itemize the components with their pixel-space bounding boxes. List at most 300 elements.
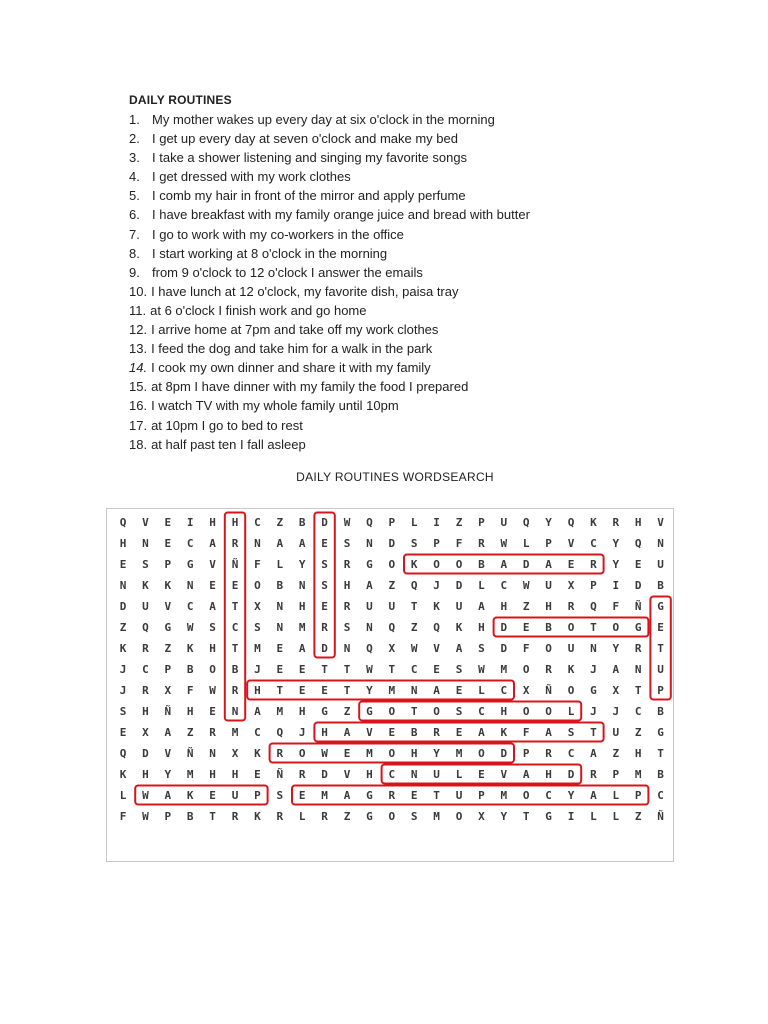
grid-letter: H bbox=[209, 642, 216, 655]
grid-letter: U bbox=[366, 600, 373, 613]
grid-letter: A bbox=[590, 747, 597, 760]
grid-letter: H bbox=[298, 705, 306, 718]
grid-letter: Q bbox=[410, 579, 418, 592]
grid-letter: B bbox=[276, 579, 284, 592]
grid-letter: R bbox=[142, 642, 149, 655]
routine-item bbox=[129, 396, 468, 415]
grid-letter: P bbox=[164, 810, 172, 823]
grid-letter: H bbox=[209, 516, 216, 529]
grid-letter: G bbox=[545, 810, 552, 823]
routine-number: 11. bbox=[129, 302, 147, 318]
grid-letter: L bbox=[612, 789, 620, 802]
wordsearch-title: DAILY ROUTINES WORDSEARCH bbox=[296, 470, 494, 484]
grid-letter: C bbox=[545, 789, 552, 802]
routine-text: My mother wakes up every day at six o'clock in the morning bbox=[152, 112, 495, 127]
grid-letter: O bbox=[388, 705, 396, 718]
grid-letter: N bbox=[119, 579, 127, 592]
grid-letter: H bbox=[231, 768, 239, 781]
grid-letter: G bbox=[657, 600, 664, 613]
grid-letter: Q bbox=[276, 726, 284, 739]
grid-letter: S bbox=[254, 621, 261, 634]
routine-item bbox=[129, 320, 468, 339]
grid-letter: K bbox=[119, 768, 127, 781]
grid-letter: H bbox=[209, 768, 216, 781]
routine-text: I get up every day at seven o'clock and make my bed bbox=[152, 131, 458, 147]
routine-number: 5. bbox=[129, 188, 140, 204]
grid-letter: R bbox=[276, 810, 284, 823]
grid-letter: H bbox=[545, 768, 552, 781]
grid-letter: C bbox=[254, 726, 261, 739]
grid-letter: R bbox=[590, 558, 597, 571]
routine-number: 12. bbox=[129, 322, 148, 338]
grid-letter: B bbox=[231, 663, 239, 676]
routine-number: 13. bbox=[129, 341, 148, 357]
grid-letter: H bbox=[142, 768, 149, 781]
grid-letter: R bbox=[209, 726, 216, 739]
routine-text: at 8pm I have dinner with my family the food I prepared bbox=[151, 379, 469, 395]
routine-text: I have lunch at 12 o'clock, my favorite dish, paisa tray bbox=[151, 283, 459, 299]
grid-letter: M bbox=[321, 789, 328, 802]
grid-letter: G bbox=[366, 810, 373, 823]
grid-letter: S bbox=[119, 705, 127, 718]
grid-letter: G bbox=[366, 558, 373, 571]
grid-letter: H bbox=[254, 684, 261, 697]
grid-letter: P bbox=[590, 579, 597, 592]
grid-letter: L bbox=[455, 768, 463, 781]
grid-letter: W bbox=[186, 621, 194, 634]
grid-letter: A bbox=[590, 789, 597, 802]
grid-letter: Y bbox=[612, 537, 620, 550]
grid-letter: F bbox=[455, 537, 463, 550]
routine-item bbox=[129, 148, 468, 167]
grid-letter: E bbox=[478, 768, 485, 781]
grid-letter: H bbox=[366, 768, 373, 781]
grid-letter: Q bbox=[366, 642, 373, 655]
grid-letter: C bbox=[590, 537, 597, 550]
grid-letter: S bbox=[276, 789, 284, 802]
grid-letter: V bbox=[142, 516, 149, 529]
grid-letter: X bbox=[388, 642, 396, 655]
grid-letter: Q bbox=[142, 621, 149, 634]
grid-letter: M bbox=[366, 747, 373, 760]
grid-letter: V bbox=[209, 558, 216, 571]
routine-number: 8. bbox=[129, 245, 140, 261]
grid-letter: A bbox=[298, 537, 306, 550]
grid-letter: P bbox=[433, 537, 440, 550]
grid-letter: E bbox=[209, 579, 216, 592]
grid-letter: T bbox=[410, 705, 418, 718]
grid-letter: B bbox=[410, 726, 418, 739]
grid-letter: G bbox=[366, 789, 373, 802]
grid-letter: I bbox=[433, 516, 440, 529]
grid-letter: O bbox=[388, 810, 396, 823]
grid-letter: T bbox=[657, 642, 664, 655]
grid-letter: K bbox=[254, 810, 261, 823]
grid-letter: R bbox=[545, 663, 552, 676]
grid-letter: Z bbox=[343, 810, 351, 823]
grid-letter: Z bbox=[119, 621, 127, 634]
routine-number: 16. bbox=[129, 398, 148, 414]
grid-letter: Y bbox=[366, 684, 373, 697]
grid-letter: I bbox=[186, 516, 194, 529]
grid-letter: E bbox=[455, 684, 463, 697]
grid-letter: E bbox=[634, 558, 642, 571]
grid-letter: J bbox=[254, 663, 261, 676]
grid-letter: F bbox=[119, 810, 127, 823]
grid-letter: B bbox=[186, 810, 194, 823]
grid-letter: P bbox=[164, 663, 172, 676]
grid-letter: X bbox=[142, 726, 149, 739]
grid-letter: T bbox=[343, 663, 351, 676]
grid-letter: H bbox=[321, 726, 328, 739]
grid-letter: E bbox=[254, 768, 261, 781]
grid-letter: E bbox=[298, 789, 306, 802]
grid-letter: E bbox=[321, 684, 328, 697]
grid-letter: A bbox=[276, 537, 284, 550]
grid-letter: H bbox=[545, 600, 552, 613]
grid-letter: Y bbox=[433, 747, 440, 760]
grid-letter: C bbox=[500, 579, 508, 592]
grid-letter: F bbox=[254, 558, 261, 571]
routine-number: 17. bbox=[129, 417, 148, 433]
grid-letter: T bbox=[231, 600, 239, 613]
grid-letter: O bbox=[254, 579, 261, 592]
grid-letter: O bbox=[522, 789, 530, 802]
grid-letter: K bbox=[500, 726, 508, 739]
grid-letter: E bbox=[209, 789, 216, 802]
grid-letter: A bbox=[455, 642, 463, 655]
grid-letter: W bbox=[142, 789, 149, 802]
grid-letter: K bbox=[455, 621, 463, 634]
routine-text: I watch TV with my whole family until 10pm bbox=[151, 398, 399, 414]
grid-letter: Q bbox=[433, 621, 440, 634]
grid-letter: M bbox=[634, 768, 642, 781]
grid-letter: E bbox=[343, 747, 351, 760]
grid-letter: N bbox=[366, 621, 373, 634]
grid-letter: A bbox=[478, 600, 485, 613]
grid-letter: O bbox=[455, 810, 463, 823]
grid-letter: R bbox=[612, 516, 620, 529]
grid-letter: E bbox=[321, 600, 328, 613]
grid-letter: R bbox=[433, 726, 440, 739]
grid-letter: H bbox=[343, 579, 351, 592]
routine-text: I have breakfast with my family orange juice and bread with butter bbox=[152, 207, 530, 223]
grid-letter: P bbox=[545, 537, 552, 550]
grid-letter: S bbox=[478, 642, 485, 655]
grid-letter: T bbox=[343, 684, 351, 697]
grid-letter: E bbox=[164, 537, 172, 550]
routine-number: 4. bbox=[129, 169, 140, 185]
grid-letter: A bbox=[500, 558, 508, 571]
routine-item bbox=[129, 377, 468, 396]
grid-letter: F bbox=[522, 642, 530, 655]
grid-letter: A bbox=[209, 600, 216, 613]
grid-letter: H bbox=[186, 705, 194, 718]
grid-letter: T bbox=[657, 747, 664, 760]
routine-number: 9. bbox=[129, 264, 140, 280]
grid-letter: R bbox=[388, 789, 396, 802]
grid-letter: Q bbox=[590, 600, 597, 613]
routine-item bbox=[129, 186, 468, 205]
grid-letter: T bbox=[522, 810, 530, 823]
routine-item bbox=[129, 301, 468, 320]
wordsearch-grid-svg bbox=[107, 509, 673, 861]
grid-letter: U bbox=[231, 789, 239, 802]
grid-letter: Ñ bbox=[657, 810, 664, 823]
grid-letter: A bbox=[612, 663, 620, 676]
grid-letter: H bbox=[500, 600, 508, 613]
grid-letter: A bbox=[522, 768, 530, 781]
grid-letter: E bbox=[657, 621, 664, 634]
grid-letter: E bbox=[209, 705, 216, 718]
grid-letter: Z bbox=[276, 516, 284, 529]
grid-letter: B bbox=[545, 621, 552, 634]
routine-item bbox=[129, 167, 468, 186]
grid-letter: O bbox=[567, 621, 575, 634]
routine-text: I cook my own dinner and share it with my family bbox=[151, 360, 431, 376]
grid-letter: Y bbox=[545, 516, 552, 529]
grid-letter: B bbox=[657, 705, 664, 718]
grid-letter: C bbox=[186, 600, 194, 613]
grid-letter: M bbox=[500, 789, 508, 802]
grid-letter: K bbox=[186, 642, 194, 655]
grid-letter: W bbox=[366, 663, 373, 676]
grid-letter: A bbox=[366, 579, 373, 592]
grid-letter: P bbox=[612, 768, 620, 781]
grid-letter: V bbox=[164, 747, 172, 760]
wordsearch-grid bbox=[106, 508, 674, 862]
grid-letter: R bbox=[343, 558, 351, 571]
found-word-highlight bbox=[247, 681, 514, 700]
grid-letter: R bbox=[545, 747, 552, 760]
grid-letter: N bbox=[634, 663, 642, 676]
grid-letter: W bbox=[321, 747, 328, 760]
grid-letter: Z bbox=[634, 810, 642, 823]
grid-letter: D bbox=[321, 642, 328, 655]
grid-letter: X bbox=[612, 684, 620, 697]
grid-letter: H bbox=[634, 747, 642, 760]
grid-letter: T bbox=[590, 726, 597, 739]
grid-letter: W bbox=[478, 663, 485, 676]
grid-letter: G bbox=[590, 684, 597, 697]
grid-letter: S bbox=[343, 621, 351, 634]
grid-letter: K bbox=[186, 789, 194, 802]
grid-letter: H bbox=[231, 516, 239, 529]
grid-letter: T bbox=[634, 684, 642, 697]
grid-letter: Q bbox=[634, 537, 642, 550]
grid-letter: E bbox=[455, 726, 463, 739]
grid-letter: O bbox=[455, 558, 463, 571]
routine-number: 3. bbox=[129, 150, 140, 166]
grid-letter: N bbox=[231, 705, 239, 718]
grid-letter: E bbox=[298, 663, 306, 676]
grid-letter: Y bbox=[164, 768, 172, 781]
grid-letter: V bbox=[164, 600, 172, 613]
grid-letter: E bbox=[276, 663, 284, 676]
grid-letter: A bbox=[545, 726, 552, 739]
grid-letter: C bbox=[231, 621, 239, 634]
grid-letter: D bbox=[500, 621, 508, 634]
grid-letter: C bbox=[142, 663, 149, 676]
grid-letter: W bbox=[500, 537, 508, 550]
grid-letter: V bbox=[500, 768, 508, 781]
grid-letter: J bbox=[119, 663, 127, 676]
grid-letter: V bbox=[433, 642, 440, 655]
grid-letter: O bbox=[545, 705, 552, 718]
grid-letter: Y bbox=[567, 789, 575, 802]
routine-number: 10. bbox=[129, 283, 148, 299]
grid-letter: L bbox=[590, 810, 597, 823]
grid-letter: Ñ bbox=[634, 600, 642, 613]
grid-letter: M bbox=[254, 642, 261, 655]
grid-letter: Y bbox=[298, 558, 306, 571]
grid-letter: Z bbox=[343, 705, 351, 718]
grid-letter: H bbox=[634, 516, 642, 529]
grid-letter: D bbox=[500, 642, 508, 655]
routine-text: at 6 o'clock I finish work and go home bbox=[150, 302, 367, 318]
routine-item bbox=[129, 435, 468, 454]
grid-letter: N bbox=[209, 747, 216, 760]
grid-letter: T bbox=[590, 621, 597, 634]
grid-letter: R bbox=[142, 684, 149, 697]
grid-letter: R bbox=[321, 621, 328, 634]
grid-letter: E bbox=[388, 726, 396, 739]
routine-text: I start working at 8 o'clock in the morning bbox=[152, 245, 388, 261]
grid-letter: K bbox=[119, 642, 127, 655]
grid-letter: M bbox=[433, 810, 440, 823]
grid-letter: O bbox=[388, 747, 396, 760]
grid-letter: X bbox=[478, 810, 485, 823]
grid-letter: F bbox=[186, 684, 194, 697]
grid-letter: N bbox=[590, 642, 597, 655]
grid-letter: Q bbox=[366, 516, 373, 529]
grid-letter: Y bbox=[612, 558, 620, 571]
grid-letter: N bbox=[298, 579, 306, 592]
grid-letter: P bbox=[657, 684, 664, 697]
grid-letter: O bbox=[209, 663, 216, 676]
grid-letter: S bbox=[455, 663, 463, 676]
grid-letter: A bbox=[164, 726, 172, 739]
routine-item bbox=[129, 225, 468, 244]
grid-letter: E bbox=[119, 558, 127, 571]
grid-letter: X bbox=[164, 684, 172, 697]
grid-letter: C bbox=[186, 537, 194, 550]
grid-letter: P bbox=[254, 789, 261, 802]
grid-letter: L bbox=[276, 558, 284, 571]
grid-letter: Z bbox=[522, 600, 530, 613]
grid-letter: U bbox=[455, 600, 463, 613]
grid-letter: T bbox=[321, 663, 328, 676]
grid-letter: L bbox=[522, 537, 530, 550]
grid-letter: H bbox=[142, 705, 149, 718]
grid-letter: N bbox=[343, 642, 351, 655]
grid-letter: S bbox=[567, 726, 575, 739]
grid-letter: J bbox=[119, 684, 127, 697]
routine-text: at 10pm I go to bed to rest bbox=[151, 417, 303, 433]
grid-letter: A bbox=[298, 642, 306, 655]
grid-letter: G bbox=[634, 621, 642, 634]
grid-letter: M bbox=[500, 663, 508, 676]
grid-letter: V bbox=[343, 768, 351, 781]
grid-letter: D bbox=[321, 768, 328, 781]
grid-letter: D bbox=[522, 558, 530, 571]
grid-letter: O bbox=[433, 705, 440, 718]
grid-letter: D bbox=[321, 516, 328, 529]
grid-letter: N bbox=[657, 537, 664, 550]
grid-letter: K bbox=[433, 600, 440, 613]
grid-letter: N bbox=[142, 537, 149, 550]
grid-letter: D bbox=[500, 747, 508, 760]
grid-letter: K bbox=[164, 579, 172, 592]
grid-letter: U bbox=[567, 642, 575, 655]
grid-letter: R bbox=[231, 810, 239, 823]
grid-letter: N bbox=[366, 537, 373, 550]
routine-item bbox=[129, 129, 468, 148]
grid-letter: Q bbox=[522, 516, 530, 529]
routine-item bbox=[129, 244, 468, 263]
grid-letter: R bbox=[231, 537, 239, 550]
grid-letter: W bbox=[410, 642, 418, 655]
grid-letter: T bbox=[209, 810, 216, 823]
grid-letter: D bbox=[388, 537, 396, 550]
grid-letter: V bbox=[657, 516, 664, 529]
grid-letter: K bbox=[590, 516, 597, 529]
grid-letter: Z bbox=[455, 516, 463, 529]
grid-letter: S bbox=[455, 705, 463, 718]
grid-letter: X bbox=[231, 747, 239, 760]
routine-item bbox=[129, 282, 468, 301]
routine-text: I go to work with my co-workers in the office bbox=[152, 226, 404, 242]
routine-number: 15. bbox=[129, 379, 148, 395]
grid-letter: U bbox=[500, 516, 508, 529]
found-word-highlight bbox=[135, 786, 267, 805]
grid-letter: B bbox=[298, 516, 306, 529]
grid-letter: U bbox=[388, 600, 396, 613]
grid-letter: D bbox=[567, 768, 575, 781]
grid-letter: L bbox=[478, 579, 485, 592]
grid-letter: J bbox=[612, 705, 620, 718]
routine-text: from 9 o'clock to 12 o'clock I answer the emails bbox=[152, 264, 423, 280]
grid-letter: K bbox=[142, 579, 149, 592]
grid-letter: P bbox=[388, 516, 396, 529]
grid-letter: P bbox=[522, 747, 530, 760]
grid-letter: U bbox=[657, 558, 664, 571]
grid-letter: E bbox=[567, 558, 575, 571]
grid-letter: T bbox=[433, 789, 440, 802]
grid-letter: G bbox=[186, 558, 194, 571]
grid-letter: D bbox=[119, 600, 127, 613]
grid-letter: D bbox=[634, 579, 642, 592]
grid-letter: A bbox=[478, 726, 485, 739]
grid-letter: Q bbox=[388, 621, 396, 634]
grid-letter: B bbox=[657, 768, 664, 781]
grid-letter: O bbox=[545, 642, 552, 655]
grid-letter: Z bbox=[388, 579, 396, 592]
grid-letter: V bbox=[366, 726, 373, 739]
grid-letter: M bbox=[186, 768, 194, 781]
grid-letter: E bbox=[298, 684, 306, 697]
grid-letter: E bbox=[231, 579, 239, 592]
grid-letter: J bbox=[298, 726, 306, 739]
grid-letter: P bbox=[478, 789, 485, 802]
routine-number: 14. bbox=[129, 360, 148, 376]
grid-letter: A bbox=[343, 726, 351, 739]
grid-letter: K bbox=[254, 747, 261, 760]
grid-letter: O bbox=[298, 747, 306, 760]
grid-letter: U bbox=[545, 579, 552, 592]
grid-letter: L bbox=[410, 516, 418, 529]
grid-letter: E bbox=[410, 789, 418, 802]
